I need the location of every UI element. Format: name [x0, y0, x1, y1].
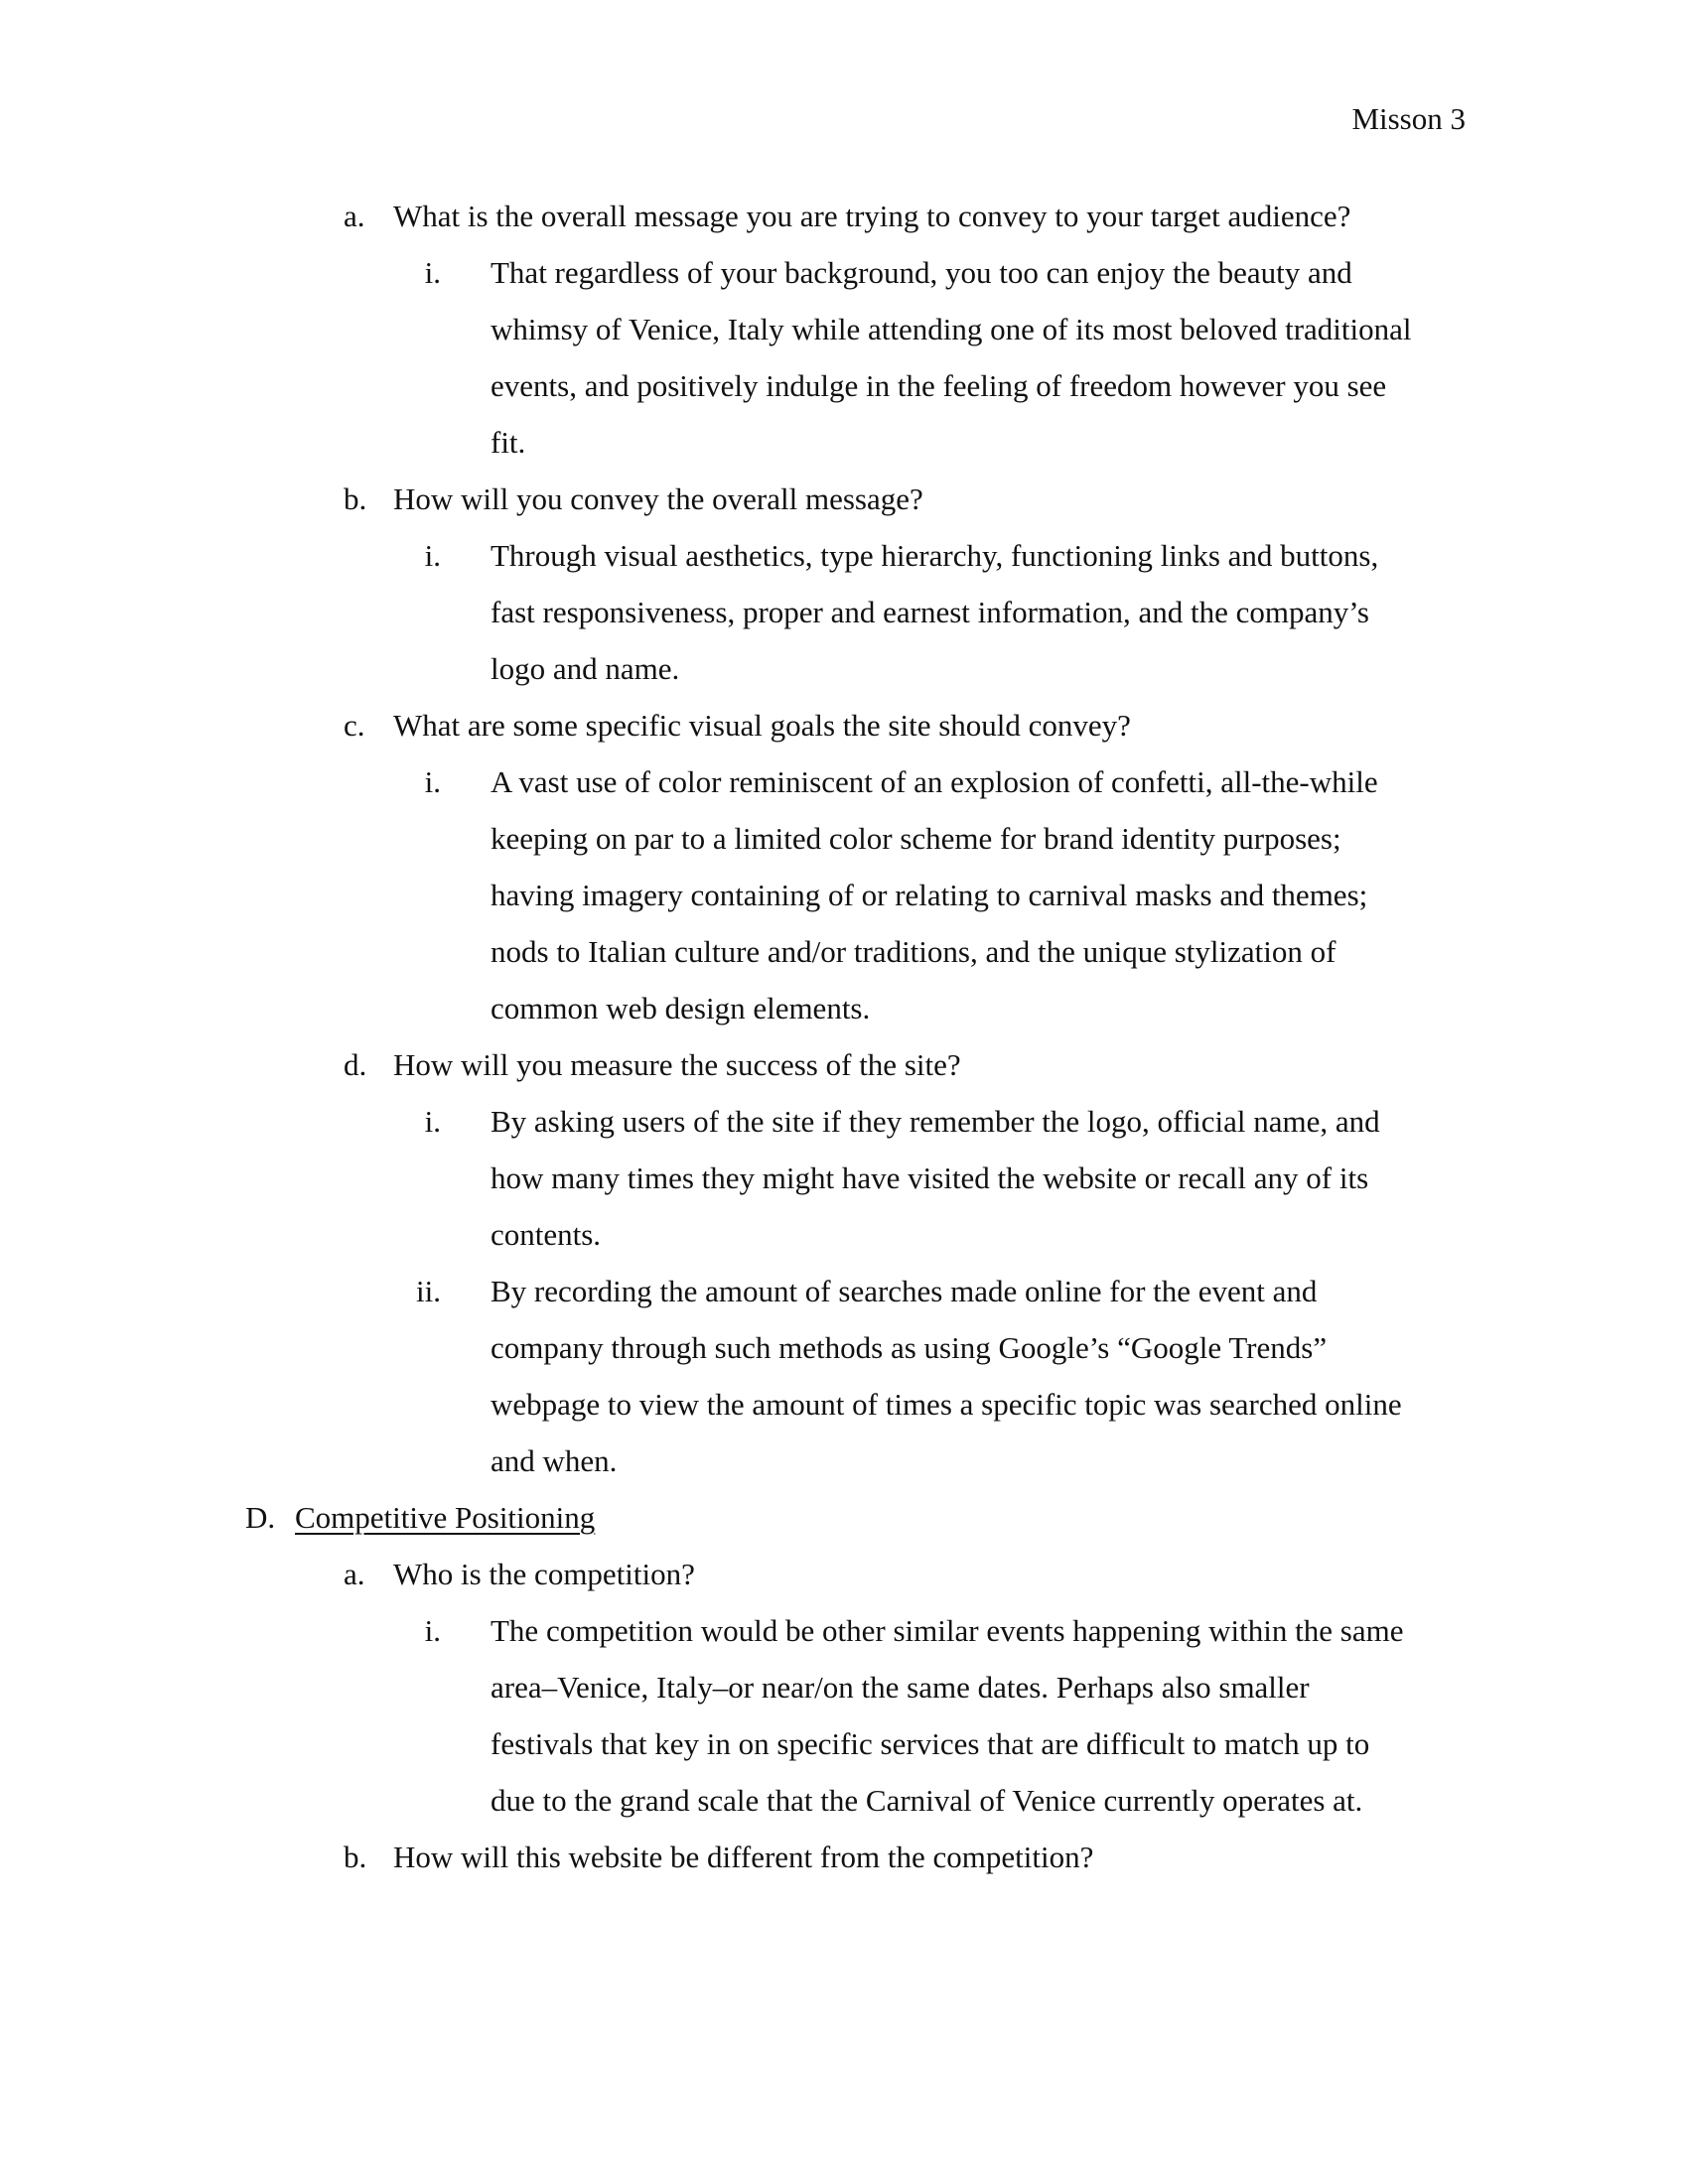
- answer-continuation: [0, 1668, 1688, 1724]
- answer-line: The competition would be other similar events happening within the same: [491, 1613, 1404, 1648]
- answer-line: Through visual aesthetics, type hierarchy, functioning links and buttons,: [491, 538, 1379, 573]
- answer-line: That regardless of your background, you too can enjoy the beauty and: [491, 255, 1352, 290]
- answer-line: fit.: [491, 425, 526, 460]
- answer-line: logo and name.: [491, 651, 680, 686]
- answer-line: fast responsiveness, proper and earnest information, and the company’s: [491, 595, 1369, 629]
- question-text: How will you convey the overall message?: [393, 481, 923, 516]
- answer-item-i: [0, 536, 1688, 593]
- answer-continuation: [0, 423, 1688, 479]
- list-marker: c.: [344, 708, 365, 743]
- answer-continuation: [0, 366, 1688, 423]
- outline-item-a: [0, 1555, 1688, 1611]
- answer-continuation: [0, 876, 1688, 932]
- answer-line: events, and positively indulge in the feeling of freedom however you see: [491, 368, 1387, 403]
- answer-line: whimsy of Venice, Italy while attending one of its most beloved traditional: [491, 312, 1412, 346]
- answer-continuation: [0, 932, 1688, 989]
- answer-continuation: [0, 1724, 1688, 1781]
- answer-item-i: [0, 762, 1688, 819]
- answer-continuation: [0, 1159, 1688, 1215]
- answer-line: A vast use of color reminiscent of an explosion of confetti, all-the-while: [491, 764, 1378, 799]
- list-marker: i.: [424, 1613, 441, 1648]
- list-marker: i.: [424, 538, 441, 573]
- question-text: How will you measure the success of the site?: [393, 1047, 961, 1082]
- answer-line: how many times they might have visited the website or recall any of its: [491, 1160, 1369, 1195]
- section-title: Competitive Positioning: [295, 1500, 596, 1535]
- answer-continuation: [0, 649, 1688, 706]
- answer-line: company through such methods as using Google’s “Google Trends”: [491, 1330, 1328, 1365]
- outline-item-d: [0, 1045, 1688, 1102]
- outline-item-c: [0, 706, 1688, 762]
- answer-continuation: [0, 1441, 1688, 1498]
- answer-line: webpage to view the amount of times a specific topic was searched online: [491, 1387, 1402, 1422]
- section-heading-d: [0, 1498, 1688, 1555]
- answer-line: By recording the amount of searches made online for the event and: [491, 1274, 1318, 1308]
- list-marker: ii.: [416, 1274, 441, 1308]
- answer-line: having imagery containing of or relating to carnival masks and themes;: [491, 878, 1368, 912]
- answer-line: nods to Italian culture and/or traditions, and the unique stylization of: [491, 934, 1336, 969]
- answer-continuation: [0, 310, 1688, 366]
- answer-continuation: [0, 1781, 1688, 1838]
- list-marker: a.: [344, 199, 365, 233]
- list-marker: a.: [344, 1557, 365, 1591]
- answer-item-ii: [0, 1272, 1688, 1328]
- answer-continuation: [0, 593, 1688, 649]
- question-text: What are some specific visual goals the site should convey?: [393, 708, 1131, 743]
- list-marker: i.: [424, 764, 441, 799]
- outline-item-b: [0, 1838, 1688, 1894]
- answer-item-i: [0, 1611, 1688, 1668]
- answer-line: area–Venice, Italy–or near/on the same dates. Perhaps also smaller: [491, 1670, 1310, 1705]
- answer-item-i: [0, 1102, 1688, 1159]
- answer-continuation: [0, 1385, 1688, 1441]
- answer-continuation: [0, 1215, 1688, 1272]
- list-marker: d.: [344, 1047, 367, 1082]
- list-marker: i.: [424, 1104, 441, 1139]
- answer-line: By asking users of the site if they remember the logo, official name, and: [491, 1104, 1380, 1139]
- answer-line: common web design elements.: [491, 991, 871, 1025]
- answer-continuation: [0, 819, 1688, 876]
- list-marker: b.: [344, 481, 367, 516]
- list-marker: i.: [424, 255, 441, 290]
- question-text: Who is the competition?: [393, 1557, 695, 1591]
- answer-continuation: [0, 989, 1688, 1045]
- answer-line: keeping on par to a limited color scheme for brand identity purposes;: [491, 821, 1341, 856]
- answer-line: due to the grand scale that the Carnival of Venice currently operates at.: [491, 1783, 1363, 1818]
- outline-item-b: [0, 479, 1688, 536]
- answer-line: and when.: [491, 1443, 618, 1478]
- running-head: Misson 3: [1351, 101, 1466, 136]
- outline-item-a: [0, 197, 1688, 253]
- answer-line: festivals that key in on specific services that are difficult to match up to: [491, 1726, 1370, 1761]
- question-text: What is the overall message you are trying to convey to your target audience?: [393, 199, 1351, 233]
- answer-line: contents.: [491, 1217, 602, 1252]
- answer-item-i: [0, 253, 1688, 310]
- list-marker: b.: [344, 1840, 367, 1874]
- question-text: How will this website be different from the competition?: [393, 1840, 1094, 1874]
- section-marker: D.: [245, 1500, 276, 1535]
- answer-continuation: [0, 1328, 1688, 1385]
